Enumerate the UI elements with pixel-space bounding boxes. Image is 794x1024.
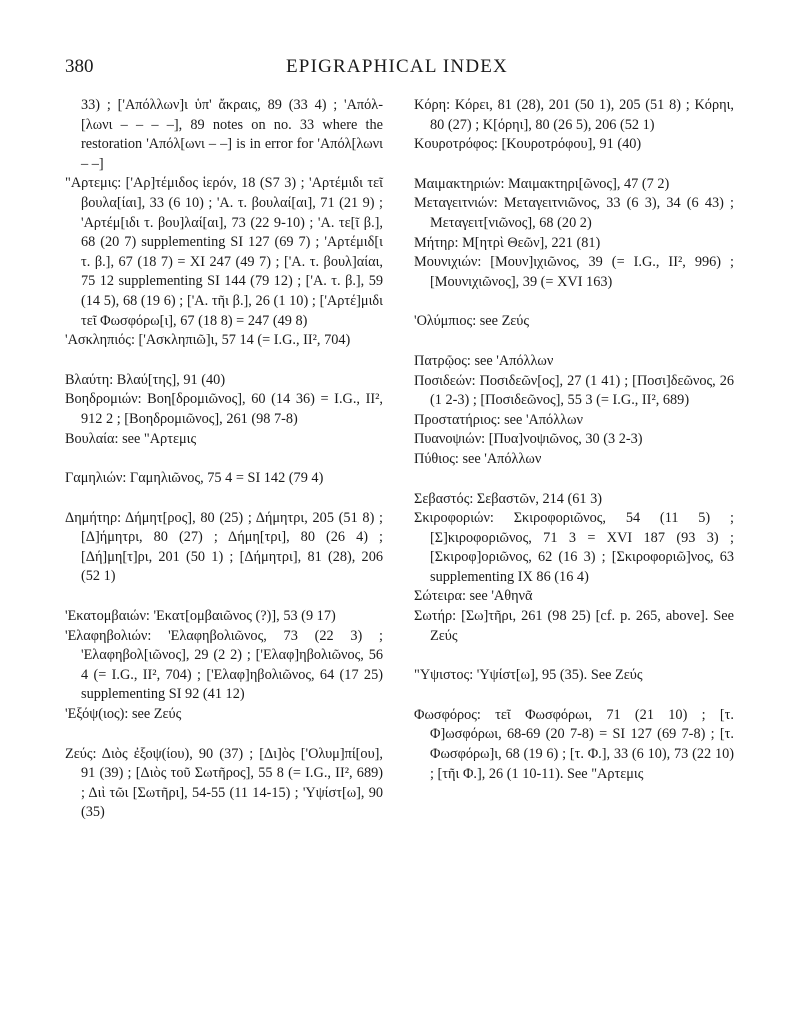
index-entry: Κουροτρόφος: [Κουροτρόφου], 91 (40): [414, 136, 642, 153]
index-entry: Προστατήριος: see 'Απόλλων: [414, 411, 583, 428]
index-entry: Σωτήρ: [Σω]τῆρι, 261 (98 25) [cf. p. 265, above]. See Ζεύς: [414, 608, 734, 644]
index-entry: 'Ολύμπιος: see Ζεύς: [414, 313, 530, 330]
index-column-left: [65, 96, 383, 823]
index-entry: 'Εξόψ(ιος): see Ζεύς: [65, 706, 182, 723]
index-entry: Βλαύτη: Βλαύ[της], 91 (40): [65, 371, 226, 388]
index-entry: 'Ελαφηβολιών: 'Ελαφηβολιῶνος, 73 (22 3) ; 'Ελαφηβολ[ιῶνος], 29 (2 2) ; ['Ελαφ]ηβολιῶνος, 56 4 (= I.G., II², 704) ; ['Ελαφ]ηβολιῶνος, 64 (17 25) supplementing SI 92 (41 12): [65, 627, 383, 703]
page-header: [0, 56, 794, 82]
index-entry: Κόρη: Κόρει, 81 (28), 201 (50 1), 205 (51 8) ; Κόρηι, 80 (27) ; Κ[όρηι], 80 (26 5), 206 (52 1): [414, 97, 734, 133]
index-entry: 33) ; ['Απόλλων]ι ὑπ' ἄκραις, 89 (33 4) ; 'Απόλ-[λωνι – – – –], 89 notes on no. 33 where the restoration 'Απόλ[ωνι – –] is in error for 'Απόλ[λωνι – –]: [81, 97, 383, 172]
entry-spacer: [65, 489, 383, 509]
index-entry: 'Εκατομβαιών: 'Εκατ[ομβαιῶνος (?)], 53 (9 17): [65, 608, 336, 625]
index-entry: Ποσιδεών: Ποσιδεῶν[ος], 27 (1 41) ; [Ποσι]δεῶνος, 26 (1 2-3) ; [Ποσιδεῶνος], 55 3 (= I.G., II², 689): [414, 372, 734, 409]
index-entry: Ζεύς: Διὸς ἐξοψ(ίου), 90 (37) ; [Δι]ὸς ['Ολυμ]πί[ου], 91 (39) ; [Διὸς τοῦ Σωτῆρος], 55 8 (= I.G., II², 689) ; Διὶ τῶι [Σωτῆρι], 54-55 (11 14-15) ; 'Υψίστ[ω], 90 (35): [65, 745, 383, 821]
index-entry: Πύθιος: see 'Απόλλων: [414, 450, 542, 467]
index-entry: Πατρῷος: see 'Απόλλων: [414, 352, 554, 369]
index-entry: 'Ασκληπιός: ['Ασκληπιῶ]ι, 57 14 (= I.G., II², 704): [65, 332, 351, 349]
entry-spacer: [65, 351, 383, 371]
index-entry: Βοηδρομιών: Βοη[δρομιῶνος], 60 (14 36) = I.G., II², 912 2 ; [Βοηδρομιῶνος], 261 (98 7-8): [65, 391, 383, 427]
index-entry: Μουνιχιών: [Μουν]ιχιῶνος, 39 (= I.G., II², 996) ; [Μουνιχιῶνος], 39 (= XVI 163): [414, 254, 734, 290]
entry-spacer: [414, 646, 734, 666]
entry-spacer: [414, 292, 734, 312]
index-entry: Βουλαία: see "Αρτεμις: [65, 430, 197, 447]
entry-spacer: [65, 725, 383, 745]
index-entry: "Αρτεμις: ['Αρ]τέμιδος ἱερόν, 18 (S7 3) ; 'Αρτέμιδι τεῖ βουλα[ίαι], 33 (6 10) ; 'Α. τ. βουλαί[αι], 71 (21 9) ; 'Αρτέμ[ιδι τ. βου]λαί[αι], 73 (22 9-10) ; 'Α. τε[ῖ β.], 68 (20 7) supplementing SI 127 (69 7) ; 'Αρτέμιδ[ι τ. β.], 67 (18 7) = XI 247 (49 7) ; ['Α. τ. βουλ]αίαι, 75 12 supplementing SI 144 (79 12) ; ['Α. τ. β.], 59 (14 5), 68 (19 6) ; ['Α. τῆι β.], 26 (1 10) ; ['Αρτέ]μιδι τεῖ Φωσφόρω[ι], 67 (18 8) = 247 (49 8): [65, 175, 383, 329]
index-entry: Σκιροφοριών: Σκιροφοριῶνος, 54 (11 5) ; [Σ]κιροφοριῶνος, 71 3 = XVI 187 (93 3) ; [Σκιροφ]οριῶνος, 62 (16 3) ; [Σκιροφοριῶ]νος, 63 supplementing IX 86 (16 4): [414, 510, 734, 585]
index-entry: Δημήτηρ: Δήμητ[ρος], 80 (25) ; Δήμητρι, 205 (51 8) ; [Δ]ήμητρι, 80 (27) ; Δήμη[τρι], 80 (26 4) ; [Δή]μη[τ]ρι, 201 (50 1) ; [Δήμητρι], 81 (28), 206 (52 1): [65, 509, 383, 585]
index-entry: Φωσφόρος: τεῖ Φωσφόρωι, 71 (21 10) ; [τ. Φ]ωσφόρωι, 68-69 (20 7-8) = SI 127 (69 7-8) ; [τ. Φωσφόρω]ι, 68 (19 6) ; [τ. Φ.], 33 (6 10), 73 (22 10) ; [τῆι Φ.], 26 (1 10-11). See "Αρτεμις: [414, 706, 734, 782]
index-entry: Γαμηλιών: Γαμηλιῶνος, 75 4 = SI 142 (79 4): [65, 470, 324, 487]
index-entry: Σώτειρα: see 'Αθηνᾶ: [414, 588, 533, 605]
running-title: EPIGRAPHICAL INDEX: [286, 56, 508, 77]
index-column-right: [414, 96, 734, 784]
index-entry: Μήτηρ: Μ[ητρὶ Θεῶν], 221 (81): [414, 234, 601, 251]
index-entry: Μαιμακτηριών: Μαιμακτηρι[ῶνος], 47 (7 2): [414, 175, 670, 192]
entry-spacer: [65, 449, 383, 469]
index-entry: Μεταγειτνιών: Μεταγειτνιῶνος, 33 (6 3), 34 (6 43) ; Μεταγειτ[νιῶνος], 68 (20 2): [414, 195, 734, 231]
index-entry: "Υψιστος: 'Υψίστ[ω], 95 (35). See Ζεύς: [414, 667, 643, 684]
entry-spacer: [65, 587, 383, 607]
entry-spacer: [414, 155, 734, 175]
entry-spacer: [414, 470, 734, 490]
entry-spacer: [414, 332, 734, 352]
page-number: 380: [65, 56, 94, 77]
index-entry: Σεβαστός: Σεβαστῶν, 214 (61 3): [414, 490, 603, 507]
index-entry: Πυανοψιών: [Πυα]νοψιῶνος, 30 (3 2-3): [414, 431, 643, 448]
entry-spacer: [414, 686, 734, 706]
